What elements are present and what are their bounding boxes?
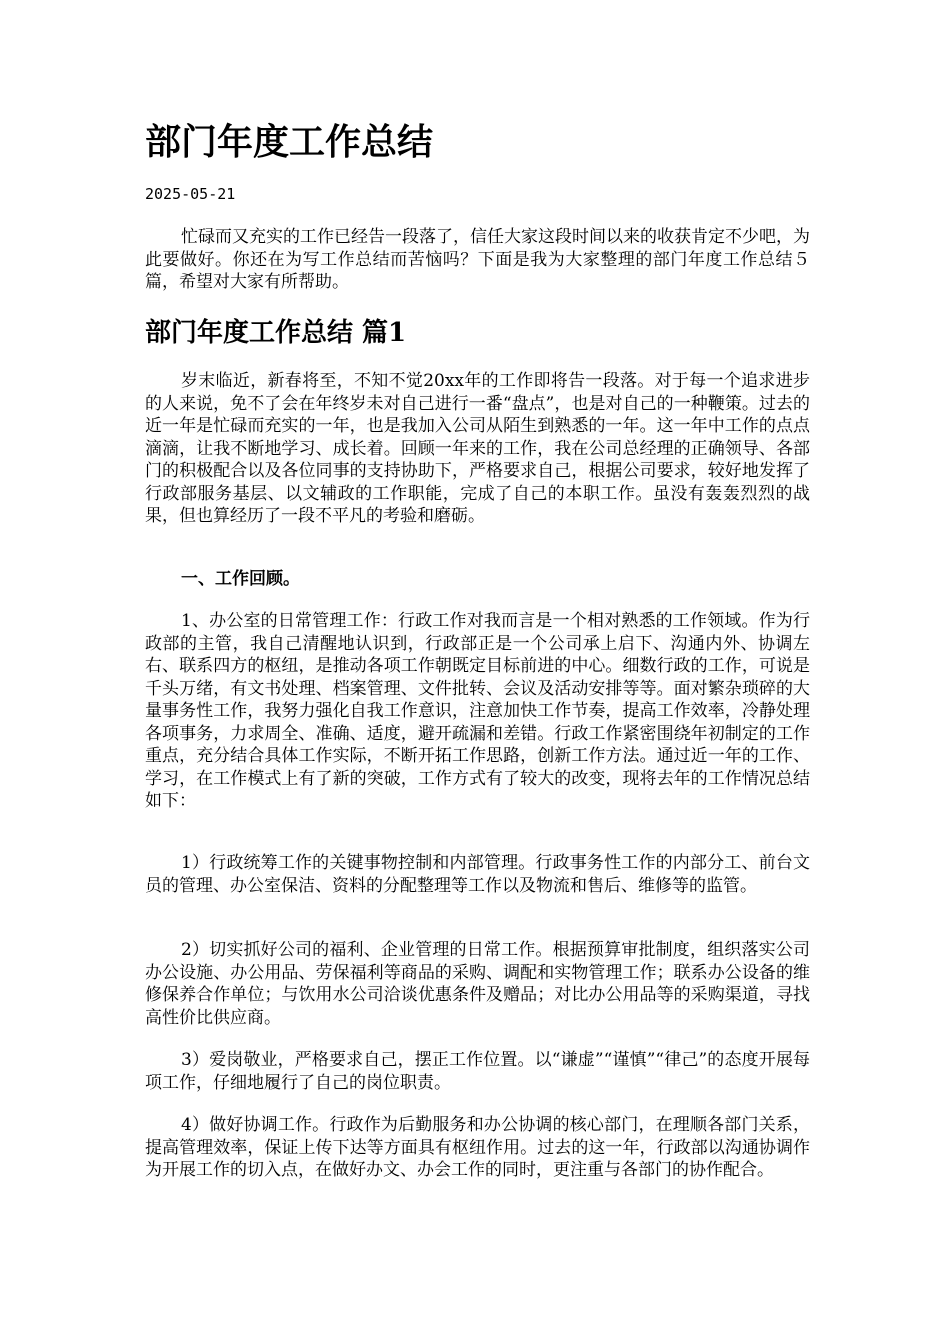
section-heading: 部门年度工作总结 篇1 [145,318,407,348]
section-paragraph-1: 岁末临近，新春将至，不知不觉20xx年的工作即将告一段落。对于每一个追求进步的人来说，免不了会在年终岁未对自己进行一番“盘点”，也是对自己的一种鞭策。过去的近一年是忙碌而充实的一年，也是我加入公司从陌生到熟悉的一年。这一年中工作的点点滴滴，让我不断地学习、成长着。回顾一年来的工作，我在公司总经理的正确领导、各部门的积极配合以及各位同事的支持协助下，严格要求自己，根据公司要求，较好地发挥了行政部服务基层、以文辅政的工作职能，完成了自己的本职工作。虽没有轰轰烈烈的战果，但也算经历了一段不平凡的考验和磨砺。 [145,371,810,526]
document-title: 部门年度工作总结 [145,121,434,163]
section-paragraph-5: 3）爱岗敬业，严格要求自己，摆正工作位置。以“谦虚”“谨慎”“律己”的态度开展每项工作，仔细地履行了自己的岗位职责。 [145,1050,810,1093]
section-paragraph-4: 2）切实抓好公司的福利、企业管理的日常工作。根据预算审批制度，组织落实公司办公设施、办公用品、劳保福利等商品的采购、调配和实物管理工作；联系办公设备的维修保养合作单位；与饮用水公司洽谈优惠条件及赠品；对比办公用品等的采购渠道，寻找高性价比供应商。 [145,940,810,1028]
section-paragraph-6: 4）做好协调工作。行政作为后勤服务和办公协调的核心部门，在理顺各部门关系，提高管理效率，保证上传下达等方面具有枢纽作用。过去的这一年，行政部以沟通协调作为开展工作的切入点，在做好办文、办会工作的同时，更注重与各部门的协作配合。 [145,1115,810,1180]
sub-heading-work-review: 一、工作回顾。 [181,569,300,589]
document-date: 2025-05-21 [145,185,236,203]
section-paragraph-2: 1、办公室的日常管理工作：行政工作对我而言是一个相对熟悉的工作领域。作为行政部的主管，我自己清醒地认识到，行政部正是一个公司承上启下、沟通内外、协调左右、联系四方的枢纽，是推动各项工作朝既定目标前进的中心。细数行政的工作，可说是千头万绪，有文书处理、档案管理、文件批转、会议及活动安排等等。面对繁杂琐碎的大量事务性工作，我努力强化自我工作意识，注意加快工作节奏，提高工作效率，冷静处理各项事务，力求周全、准确、适度，避开疏漏和差错。行政工作紧密围绕年初制定的工作重点，充分结合具体工作实际，不断开拓工作思路，创新工作方法。通过近一年的工作、学习，在工作模式上有了新的突破，工作方式有了较大的改变，现将去年的工作情况总结如下： [145,611,810,811]
intro-paragraph: 忙碌而又充实的工作已经告一段落了，信任大家这段时间以来的收获肯定不少吧，为此要做好。你还在为写工作总结而苦恼吗？下面是我为大家整理的部门年度工作总结５篇，希望对大家有所帮助。 [145,227,810,292]
section-paragraph-3: 1）行政统筹工作的关键事物控制和内部管理。行政事务性工作的内部分工、前台文员的管理、办公室保洁、资料的分配整理等工作以及物流和售后、维修等的监管。 [145,853,810,896]
